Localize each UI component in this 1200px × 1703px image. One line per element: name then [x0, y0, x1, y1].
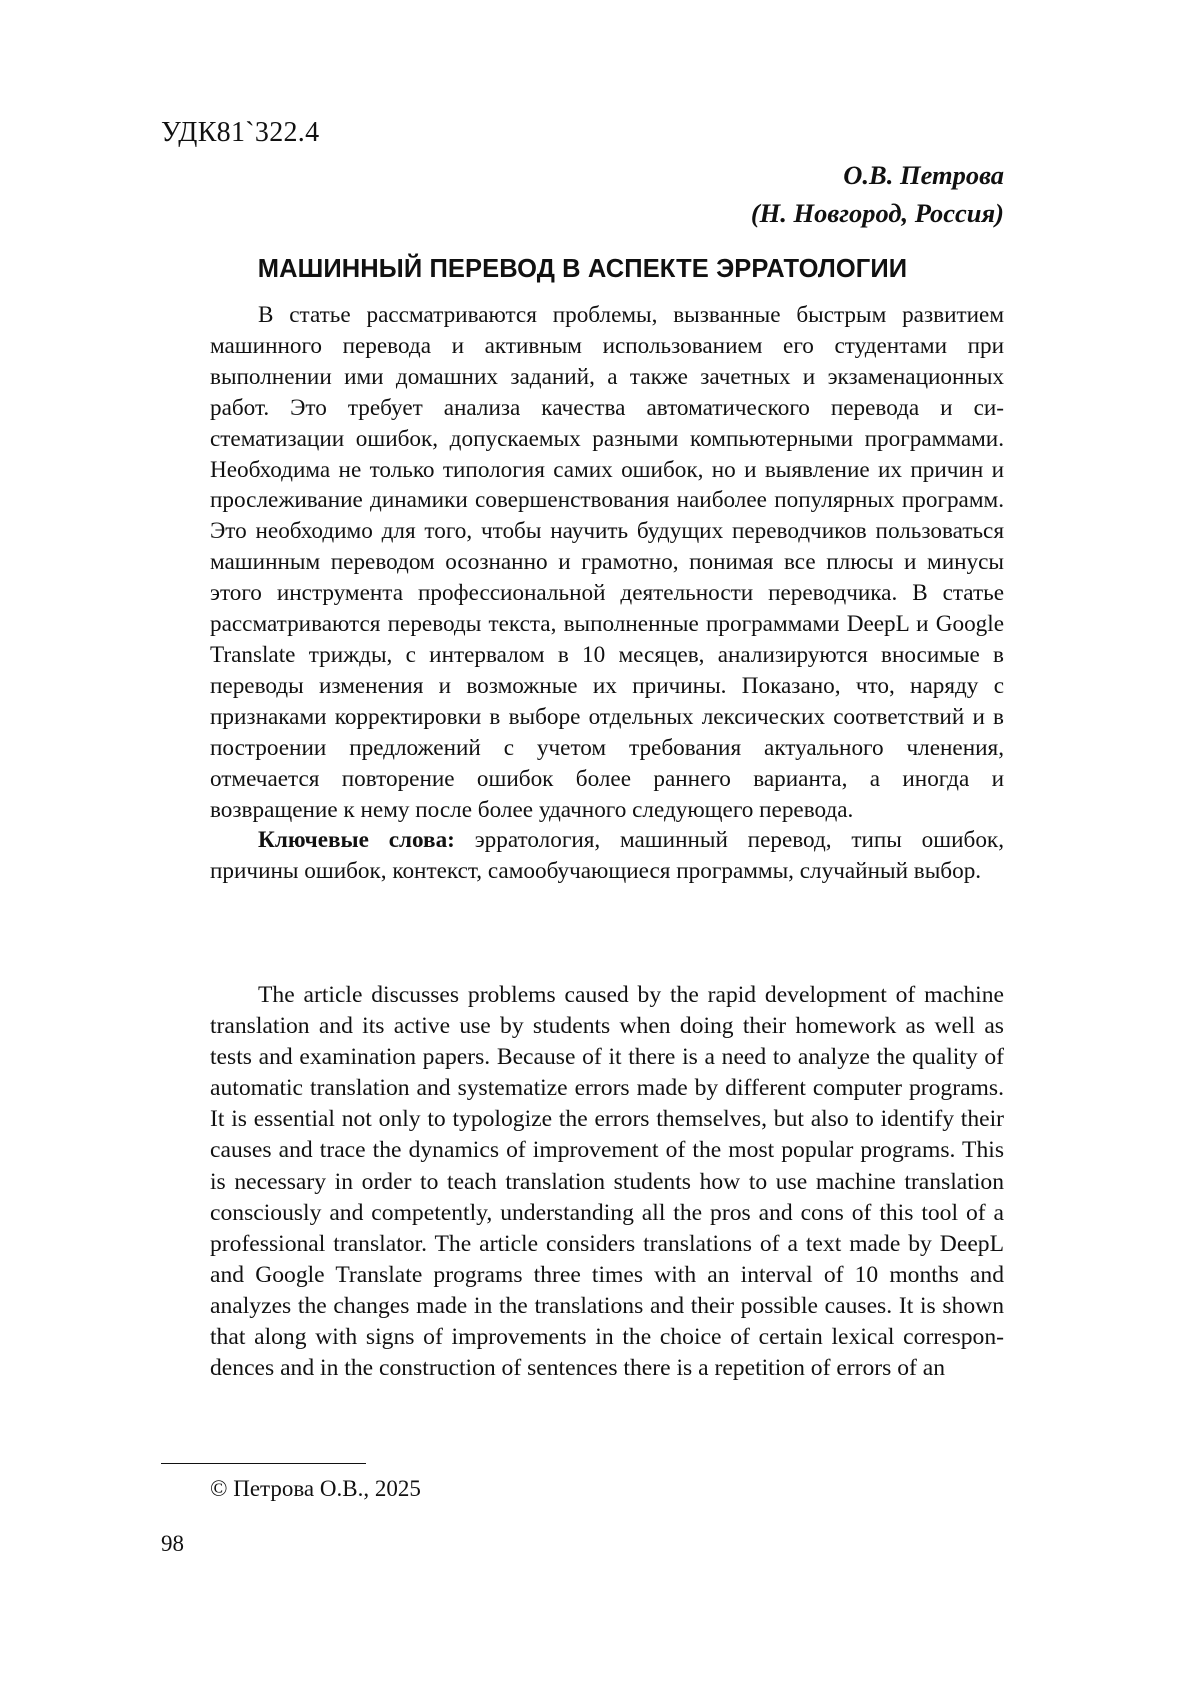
page-number: 98	[161, 1529, 184, 1559]
abstract-ru: В статье рассматриваются проблемы, вызванные быстрым развити­ем машинного перевода и активным использованием его студентами при выполнении ими домашних заданий, а также зачетных и экзаменацион­ных работ. Это требует анализа качества автоматического перевода и си­стематизации ошибок, допускаемых разными компьютерными програм­мами. Необходима не только типология самих ошибок, но и выявление их причин и прослеживание динамики совершенствования наиболее по­пулярных программ. Это необходимо для того, чтобы научить будущих переводчиков пользоваться машинным переводом осознанно и грамот­но, понимая все плюсы и минусы этого инструмента профессиональной деятельности переводчика. В статье рассматриваются переводы текста, выполненные программами DeepL и Google Translate трижды, с интерва­лом в 10 месяцев, анализируются вносимые в переводы изменения и воз­можные их причины. Показано, что, наряду с признаками корректировки в выборе отдельных лексических соответствий и в построении предло­жений с учетом требования актуального членения, отмечается повторе­ние ошибок более раннего варианта, а иногда и возвращение к нему по­сле более удачного следующего перевода.	[210, 300, 1004, 825]
udk-code: УДК81`322.4	[161, 116, 319, 150]
keywords-text: эрратология, машинный перевод, типы ошибок, причины ошибок, контекст, самообучающиеся программы, случайный выбор.	[210, 827, 1004, 884]
footnote-divider	[161, 1463, 366, 1464]
paper-page	[0, 0, 1200, 1703]
keywords-ru	[210, 825, 1004, 887]
abstract-en-section	[210, 980, 1004, 1384]
author-name: О.В. Петрова	[751, 156, 1004, 194]
copyright-footnote: © Петрова О.В., 2025	[210, 1474, 421, 1504]
article-title: МАШИННЫЙ ПЕРЕВОД В АСПЕКТЕ ЭРРАТОЛОГИИ	[161, 252, 1004, 286]
abstract-en: The article discusses problems caused by the rapid development of ma­chine translation and its active use by students when doing their homework as well as tests and examination papers. Because of it there is a need to analyze the quality of automatic translation and systematize errors made by differ­ent computer programs. It is essential not only to typologize the errors them­selves, but also to identify their causes and trace the dynamics of improve­ment of the most popular programs. This is necessary in order to teach trans­lation students how to use machine translation consciously and competent­ly, understanding all the pros and cons of this tool of a professional transla­tor. The article considers translations of a text made by DeepL and Google Translate programs three times with an interval of 10 months and analyzes the changes made in the translations and their possible causes. It is shown that along with signs of improvements in the choice of certain lexical correspon­dences and in the construction of sentences there is a repetition of errors of an	[210, 980, 1004, 1384]
keywords-label: Ключевые слова:	[258, 827, 455, 853]
author-block	[751, 156, 1004, 232]
author-location: (Н. Новгород, Россия)	[751, 194, 1004, 232]
abstract-ru-section	[210, 300, 1004, 887]
